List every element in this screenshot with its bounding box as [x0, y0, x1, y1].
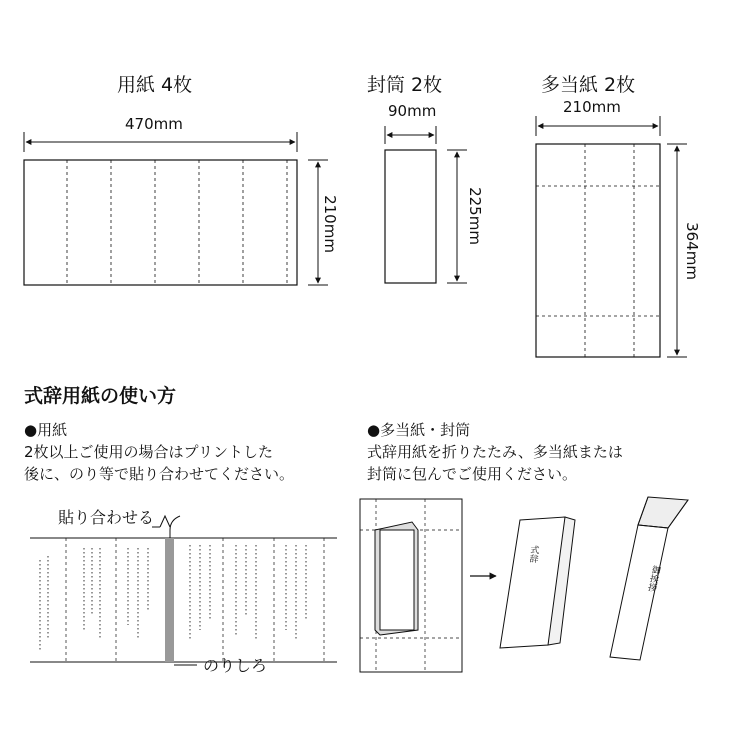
- tatoushi-sheet: [536, 144, 660, 357]
- paper-height-label: 210mm: [321, 195, 339, 253]
- paper-width-label: 470mm: [125, 115, 183, 133]
- tatoushi-height-label: 364mm: [683, 222, 701, 280]
- envelope-label: 御挨拶: [645, 564, 661, 593]
- envelope-height-label: 225mm: [466, 187, 484, 245]
- envelope-sheet: [385, 150, 436, 283]
- wrapper-label: 式辞: [527, 544, 539, 564]
- tatoushi-dimension-arrows: [536, 116, 687, 357]
- paper-section-title: ●用紙: [24, 421, 68, 439]
- tatoushi-title: 多当紙 2枚: [541, 74, 636, 96]
- usage-heading: 式辞用紙の使い方: [24, 385, 177, 407]
- glue-margin-label: のりしろ: [203, 656, 268, 675]
- paper-section-line-1: 2枚以上ご使用の場合はプリントした: [24, 443, 273, 461]
- folded-wrapper: [500, 517, 575, 648]
- wrap-section-line-2: 封筒に包んでご使用ください。: [367, 465, 578, 483]
- folded-tatoushi-illustration: [360, 499, 462, 672]
- paper-sheet: [24, 160, 297, 285]
- tatoushi-width-label: 210mm: [563, 98, 621, 116]
- pasted-paper-illustration: [30, 516, 337, 665]
- envelope-title: 封筒 2枚: [367, 74, 443, 96]
- wrap-section-title: ●多当紙・封筒: [367, 421, 471, 439]
- paper-dimension-arrows: [24, 132, 328, 285]
- paper-title: 用紙 4枚: [117, 74, 193, 96]
- envelope-width-label: 90mm: [388, 102, 437, 120]
- paste-label: 貼り合わせる: [58, 508, 155, 527]
- paper-section-line-2: 後に、のり等で貼り合わせてください。: [24, 465, 295, 483]
- wrap-section-line-1: 式辞用紙を折りたたみ、多当紙または: [367, 443, 623, 461]
